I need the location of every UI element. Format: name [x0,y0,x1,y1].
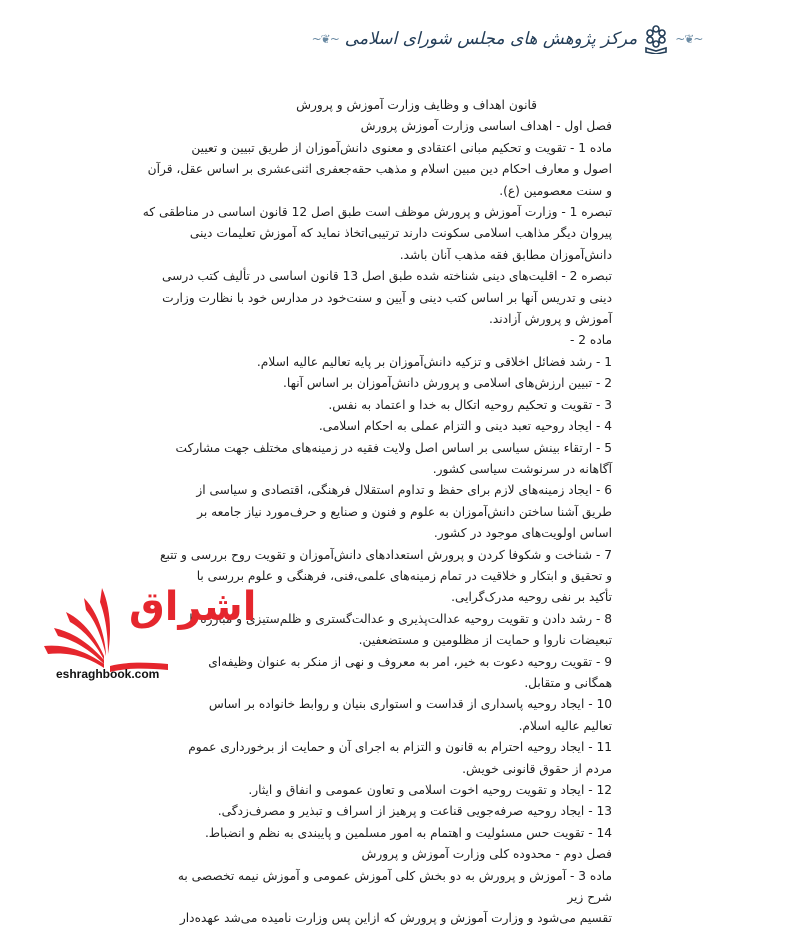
text-line: طریق آشنا ساختن دانش‌آموزان به علوم و فنون و صنایع و حرف‌مورد نیاز جامعه بر [197,504,612,519]
list-item: 1 - رشد فضائل اخلاقی و تزکیه دانش‌آموزان بر پایه تعالیم عالیه اسلام. [256,354,612,369]
text-line: تبصره 2 - اقلیت‌های دینی شناخته شده طبق اصل 13 قانون اساسی در تألیف کتب درسی [161,269,612,284]
text-line: پیروان دیگر مذاهب اسلامی سکونت دارند ترتیبی‌اتخاذ نماید که آموزش تعلیمات دینی [189,226,612,241]
text-line: تبصره 1 - وزارت آموزش و پرورش موظف است طبق اصل 12 قانون اساسی در مناطقی که [142,205,612,220]
list-item: 8 - رشد دادن و تقویت روحیه عدالت‌پذیری و عدالت‌گستری و ظلم‌ستیزی و مبارزه با [189,611,612,626]
text-line: شرح زیر [567,890,612,905]
text-line: اصول و معارف احکام دین مبین اسلام و مذهب حقه‌جعفری اثنی‌عشری بر اساس عقل، قرآن [147,162,612,177]
text-line: آگاهانه در سرنوشت سیاسی کشور. [432,461,612,476]
list-item: 5 - ارتقاء بینش سیاسی بر اساس اصل ولایت فقیه در زمینه‌های مختلف جهت مشارکت [175,440,612,455]
text-line: و سنت معصومین (ع). [499,183,612,198]
org-name: مرکز پژوهش های مجلس شورای اسلامی [344,29,638,49]
list-item: 7 - شناخت و شکوفا کردن و پرورش استعدادهای دانش‌آموزان و تقویت روح بررسی و تتبع [159,547,612,562]
chapter-heading: فصل دوم - محدوده کلی وزارت آموزش و پرورش [361,847,612,862]
list-item: 4 - ایجاد روحیه تعبد دینی و التزام عملی به احکام اسلامی. [318,419,612,434]
eshragh-watermark [14,584,257,694]
text-line: ماده 3 - آموزش و پرورش به دو بخش کلی آموزش عمومی و آموزش نیمه تخصصی به [177,868,612,883]
list-item: 2 - تبیین ارزش‌های اسلامی و پرورش دانش‌آموزان بر اساس آنها. [283,376,612,391]
list-item: 6 - ایجاد زمینه‌های لازم برای حفظ و تداوم استقلال فرهنگی، اقتصادی و سیاسی از [196,483,612,498]
chapter-heading: فصل اول - اهداف اساسی وزارت آموزش پرورش [360,119,612,134]
text-line: مردم از حقوق قانونی خویش. [462,761,612,776]
flourish-right-icon: ~❦~ [675,32,703,46]
list-item: 10 - ایجاد روحیه پاسداری از قداست و استواری بنیان و روابط خانواده بر اساس [208,697,612,712]
list-item: 9 - تقویت روحیه دعوت به خیر، امر به معروف و نهی از منکر به عنوان وظیفه‌ای [208,654,612,669]
brand-url: eshraghbook.com [56,667,160,681]
majlis-emblem-icon [643,24,669,54]
text-line: تقسیم می‌شود و وزارت آموزش و پرورش که ازاین پس وزارت نامیده می‌شد عهده‌دار [179,911,612,926]
list-item: 14 - تقویت حس مسئولیت و اهتمام به امور مسلمین و پایبندی به نظم و انضباط. [204,825,612,840]
list-item: 12 - ایجاد و تقویت روحیه اخوت اسلامی و تعاون عمومی و انفاق و ایثار. [248,783,612,797]
law-document [142,95,612,930]
text-line: ماده 1 - تقویت و تحکیم مبانی اعتقادی و معنوی دانش‌آموزان از طریق تبیین و تعیین [191,140,612,155]
text-line: دانش‌آموزان مطابق فقه مذهب آنان باشد. [399,247,612,262]
article-heading: ماده 2 - [570,333,612,348]
org-header-logo [311,14,703,64]
text-line: اساس اولویت‌های موجود در کشور. [433,526,612,541]
list-item: 3 - تقویت و تحکیم روحیه اتکال به خدا و اعتماد به نفس. [328,397,612,412]
list-item: 11 - ایجاد روحیه احترام به قانون و التزام به اجرای آن و حمایت از برخورداری عموم [188,740,612,755]
document-title: قانون اهداف و وظایف وزارت آموزش و پرورش [296,98,537,112]
text-line: تأکید بر نفی روحیه مدرک‌گرایی. [451,590,612,605]
text-line: تعالیم عالیه اسلام. [518,718,612,733]
text-line: دینی و تدریس آنها بر اساس کتب دینی و آیین و سنت‌خود در مدارس خود با نظارت وزارت [162,290,612,305]
brand-word: اشراق [129,584,257,630]
list-item: 13 - ایجاد روحیه صرفه‌جویی قناعت و پرهیز از اسراف و تبذیر و مصرف‌زدگی. [217,804,612,819]
text-line: همگانی و متقابل. [524,675,612,690]
flourish-left-icon: ~❦~ [311,32,339,46]
text-line: تبعیضات ناروا و حمایت از مظلومین و مستضعفین. [358,633,612,648]
text-line: و تحقیق و ابتکار و خلاقیت در تمام زمینه‌های علمی،فنی، فرهنگی و علوم بررسی با [196,568,612,583]
text-line: آموزش و پرورش آزادند. [489,312,612,327]
